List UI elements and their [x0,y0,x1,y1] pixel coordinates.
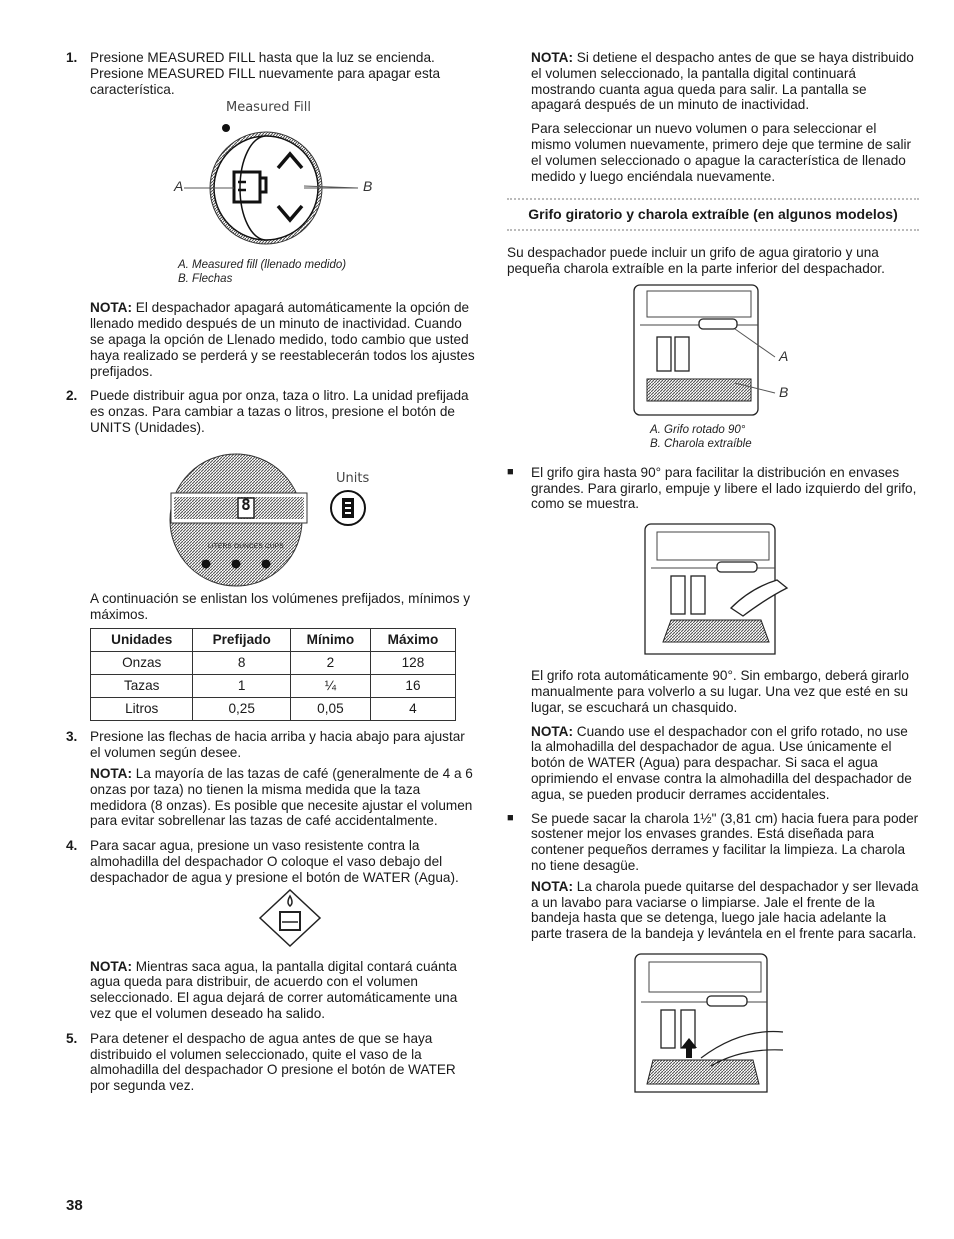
caption-b: B. Flechas [178,273,233,286]
dispenser-figure-2 [531,518,919,662]
bullet-mark: ■ [507,811,514,824]
note-rotate [531,724,919,803]
page-number: 38 [66,1197,83,1214]
note-label: NOTA: [531,50,574,65]
step-3-note [90,766,478,829]
step-number: 1. [66,50,78,65]
volume-table [90,628,456,721]
units-title: Units [336,470,370,486]
tray-icon [647,1060,759,1084]
tray-icon [663,620,769,642]
step-number: 3. [66,729,78,745]
table-row [91,675,456,698]
step-3 [66,729,478,829]
right-column [507,50,919,1098]
table-cell: 0,05 [290,698,370,721]
bullet-tray [507,811,919,942]
note-text: La charola puede quitarse del despachador y ser llevada a un lavabo para vaciarse o limpiarse. Jale el frente de la bandeja hasta que se detenga, luego jale hacia adelante la parte trasera de la bandeja y levántela en el frente para sacarla. [531,878,919,942]
header-cell: Mínimo [290,629,370,652]
note-text: El despachador apagará automáticamente la opción de llenado medido después de un minuto de inactividad. Cuando se apaga la opción de Llenado medido, todo cambio que usted haya realizado se perderá y se reestablecerán todos los ajustes prefijados. [90,300,475,379]
tray-icon [647,379,751,401]
note-label: NOTA: [90,958,133,974]
note-tray [531,879,919,942]
note-top [531,50,919,113]
note-label: NOTA: [531,723,574,739]
header-cell: Máximo [370,629,455,652]
step-1 [66,50,478,97]
note-label: NOTA: [531,878,574,894]
dispenser-figure-1 [507,281,919,429]
faucet-icon [699,319,737,329]
bullet-text: El grifo gira hasta 90° para facilitar la distribución en envases grandes. Para girarlo, empuje y libere el lado izquierdo del grifo, como se muestra. [531,464,917,512]
table-cell: 8 [193,652,290,675]
header-cell: Unidades [91,629,193,652]
faucet-icon [717,562,757,572]
faucet-icon [707,996,747,1006]
caption-b: B. Charola extraíble [650,437,752,450]
caption-a: A. Measured fill (llenado medido) [178,259,347,272]
table-cell: 0,25 [193,698,290,721]
step-text: Puede distribuir agua por onza, taza o litro. La unidad prefijada es onzas. Para cambiar a tazas o litros, presione el botón de UNITS (Unidades). [90,388,469,435]
liters-light [202,559,211,568]
step-number: 2. [66,388,78,404]
table-cell: 2 [290,652,370,675]
bullet-mark: ■ [507,465,514,478]
section-intro: Su despachador puede incluir un grifo de agua giratorio y una pequeña charola extraíble en la parte inferior del despachador. [507,245,885,276]
table-intro: A continuación se enlistan los volúmenes prefijados, mínimos y máximos. [90,590,471,622]
left-column [66,50,478,1103]
note-label: NOTA: [90,765,133,781]
note-measured-fill [90,300,478,379]
step-text: Para detener el despacho de agua antes de que se haya distribuido el volumen seleccionado, quite el vaso de la almohadilla del despachador O presione el botón de WATER por segunda vez. [90,1030,456,1094]
table-cell: 4 [370,698,455,721]
bullet-text: Se puede sacar la charola 1½" (3,81 cm) hacia fuera para poder sostener mejor los envases grandes. Está diseñada para contener pequeños derrames y facilitar la limpieza. La charola no tiene desagüe. [531,810,919,873]
label-b: B [363,178,373,195]
table-row [91,652,456,675]
units-illustration [66,445,478,595]
step-text: Presione las flechas de hacia arriba y hacia abajo para ajustar el volumen según desee. [90,729,465,761]
table-header-row [91,629,456,652]
note-text: Cuando use el despachador con el grifo rotado, no use la almohadilla del despachador de agua. Use únicamente el botón de WATER (Agua) para despachar. Si saca el agua oprimiendo el envase contra la almohadilla del despachador de agua, se pueden producir derrames accidentales. [531,723,912,802]
note-text: La mayoría de las tazas de café (generalmente de 4 a 6 onzas por taza) no tienen la misma medida que la taza medidora (8 onzas). Es posible que necesite ajustar el volumen para evitar sobrellenar las tazas de café accidentalmente. [90,765,473,829]
table-row [91,698,456,721]
indicator-light-icon [222,124,230,132]
step-2 [66,388,478,435]
table-cell: 16 [370,675,455,698]
note-text: Si detiene el despacho antes de que se haya distribuido el volumen seleccionado, la pantalla digital continuará mostrando cuanta agua queda para salir. La pantalla se apagará después de un minuto de inactividad. [531,50,914,113]
cups-light [262,559,271,568]
table-cell: Tazas [91,675,193,698]
water-button-figure [90,886,478,954]
table-cell: 128 [370,652,455,675]
bullet-faucet [507,465,919,512]
dispenser-illustration-1 [507,281,919,429]
display-digit: 8 [241,494,251,514]
para-rotate: El grifo rota automáticamente 90°. Sin embargo, deberá girarlo manualmente para volverlo a su lugar. Una vez que esté en su lugar, se escuchará un chasquido. [531,668,909,715]
step-5 [66,1031,478,1094]
step-text: Presione MEASURED FILL hasta que la luz se encienda. Presione MEASURED FILL nuevamente para apagar esta característica. [90,50,441,97]
unit-labels: LITERS OUNCES CUPS [208,542,284,550]
table-cell: Onzas [91,652,193,675]
step-number: 4. [66,838,78,854]
header-cell: Prefijado [193,629,290,652]
dispenser-figure-3 [531,948,919,1098]
label-a: A [779,347,789,364]
note-label: NOTA: [90,300,133,316]
step-4 [66,838,478,1022]
water-button-illustration [90,886,478,954]
units-figure [66,445,478,595]
step-4-note [90,959,478,1022]
label-a: A [174,178,184,195]
table-cell: Litros [91,698,193,721]
caption-a: A. Grifo rotado 90° [650,423,746,436]
dispenser-illustration-3 [531,948,919,1098]
measured-fill-figure [66,100,478,268]
label-b: B [779,383,789,400]
step-number: 5. [66,1030,78,1046]
measured-fill-title: Measured Fill [226,100,312,116]
step-text: Para sacar agua, presione un vaso resistente contra la almohadilla del despachador O coloque el vaso debajo del despachador de agua y presione el botón de WATER (Agua). [90,838,459,885]
table-cell: 1 [193,675,290,698]
measured-fill-illustration [66,100,478,268]
water-button-icon [260,890,320,946]
para-select: Para seleccionar un nuevo volumen o para seleccionar el mismo volumen nuevamente, primero deje que termine de salir el volumen seleccionado o apague la característica de llenado medido y luego enciéndala nuevamente. [531,121,912,184]
dispenser-illustration-2 [531,518,919,662]
section-title: Grifo giratorio y charola extraíble (en algunos modelos) [507,198,919,231]
table-cell: ¼ [290,675,370,698]
ounces-light [232,559,241,568]
note-text: Mientras saca agua, la pantalla digital contará cuánta agua queda para distribuir, de acuerdo con el volumen seleccionado. El agua dejará de correr automáticamente una vez que el volumen deseado ha salido. [90,958,458,1021]
